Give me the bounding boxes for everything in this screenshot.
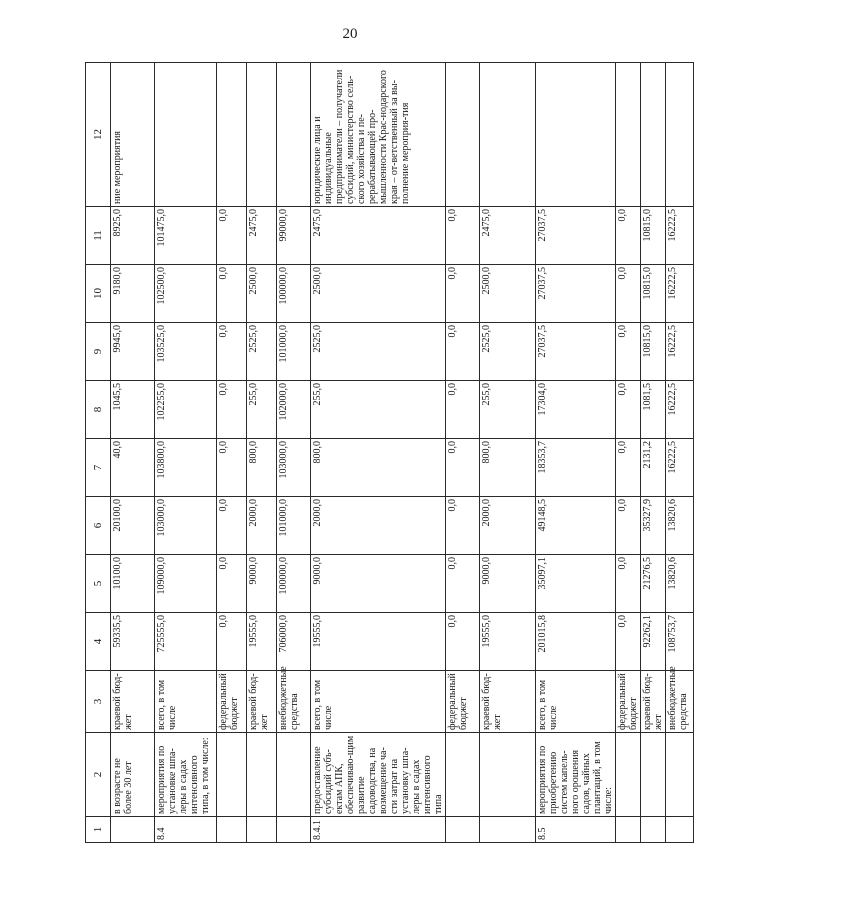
table-cell: 101475,0 — [155, 207, 217, 265]
table-cell: 0,0 — [616, 439, 641, 497]
table-cell: мероприятия по установке шпа-леры в садах интенсивного типа, в том числе: — [155, 733, 217, 817]
header-cell: 7 — [86, 439, 111, 497]
table-cell: 800,0 — [480, 439, 536, 497]
header-cell: 12 — [86, 63, 111, 207]
table-cell: 725555,0 — [155, 613, 217, 671]
table-cell — [666, 817, 694, 843]
table-cell: 16222,5 — [666, 439, 694, 497]
table-cell — [155, 63, 217, 207]
table-cell: 0,0 — [446, 497, 480, 555]
table-cell: 16222,5 — [666, 323, 694, 381]
table-cell: 2131,2 — [641, 439, 666, 497]
table-cell: 10100,0 — [111, 555, 155, 613]
table-cell: 0,0 — [446, 323, 480, 381]
header-row — [86, 63, 111, 843]
table-cell: 100000,0 — [277, 555, 311, 613]
table-cell: 2500,0 — [311, 265, 446, 323]
table-cell: краевой бюд-жет — [641, 671, 666, 733]
table-cell — [616, 817, 641, 843]
table-cell: 103800,0 — [155, 439, 217, 497]
table-cell: 255,0 — [311, 381, 446, 439]
table-cell: 9180,0 — [111, 265, 155, 323]
table-cell: 2525,0 — [247, 323, 277, 381]
table-cell: 109000,0 — [155, 555, 217, 613]
table-cell: 0,0 — [446, 381, 480, 439]
table-cell: 9000,0 — [247, 555, 277, 613]
table-cell: краевой бюд-жет — [247, 671, 277, 733]
table-cell: 21276,5 — [641, 555, 666, 613]
header-cell: 2 — [86, 733, 111, 817]
table-cell: 16222,5 — [666, 381, 694, 439]
table-cell — [111, 817, 155, 843]
table-cell: 102000,0 — [277, 381, 311, 439]
table-cell: 0,0 — [217, 439, 247, 497]
table-cell: 59335,5 — [111, 613, 155, 671]
table-cell: 2000,0 — [311, 497, 446, 555]
table-cell: 0,0 — [217, 265, 247, 323]
table-cell: 103000,0 — [277, 439, 311, 497]
table-cell: 27037,5 — [536, 323, 616, 381]
table-cell — [217, 63, 247, 207]
header-cell: 8 — [86, 381, 111, 439]
table-cell: 13820,6 — [666, 497, 694, 555]
table-rotated — [85, 63, 689, 843]
table-cell: 2500,0 — [480, 265, 536, 323]
table-cell: 101000,0 — [277, 497, 311, 555]
table-cell: 0,0 — [616, 323, 641, 381]
header-cell: 10 — [86, 265, 111, 323]
table-cell: 0,0 — [616, 613, 641, 671]
table-cell: 2525,0 — [311, 323, 446, 381]
table-cell: 20100,0 — [111, 497, 155, 555]
table-cell — [446, 63, 480, 207]
table-cell: 92262,1 — [641, 613, 666, 671]
table-cell: 102255,0 — [155, 381, 217, 439]
header-cell: 5 — [86, 555, 111, 613]
table-cell: 35327,9 — [641, 497, 666, 555]
table-cell: 0,0 — [446, 439, 480, 497]
header-cell: 11 — [86, 207, 111, 265]
table-cell: 27037,5 — [536, 207, 616, 265]
table-cell: 27037,5 — [536, 265, 616, 323]
header-cell: 1 — [86, 817, 111, 843]
table-cell: краевой бюд-жет — [480, 671, 536, 733]
table-cell — [247, 817, 277, 843]
table-cell: всего, в том числе — [311, 671, 446, 733]
table-cell: 0,0 — [446, 265, 480, 323]
table-cell: внебюджетные средства — [277, 671, 311, 733]
table-row — [666, 63, 694, 843]
header-cell: 3 — [86, 671, 111, 733]
table-cell: 255,0 — [247, 381, 277, 439]
table-cell: 19555,0 — [480, 613, 536, 671]
table-cell: 0,0 — [616, 207, 641, 265]
table-cell: юридические лица и индивидуальные предприниматели – получатели субсидий, министерство сель-ского хозяйства и пе-рерабатывающей про-мышленности Крас-нодарского края – от-ветственный за вы-полнение мероприя-тия — [311, 63, 446, 207]
table-cell: 0,0 — [217, 381, 247, 439]
table-cell: 0,0 — [616, 265, 641, 323]
table-cell — [480, 733, 536, 817]
table-cell: 103525,0 — [155, 323, 217, 381]
table-cell: внебюджетные средства — [666, 671, 694, 733]
table-cell: 35097,1 — [536, 555, 616, 613]
table-cell: 8.4.1 — [311, 817, 446, 843]
table-row — [616, 63, 641, 843]
table-cell: 10815,0 — [641, 323, 666, 381]
table-row — [277, 63, 311, 843]
table-cell: 2475,0 — [480, 207, 536, 265]
program-table — [85, 62, 694, 843]
table-row — [446, 63, 480, 843]
table-cell: 2000,0 — [247, 497, 277, 555]
table-cell — [277, 63, 311, 207]
table-cell — [247, 63, 277, 207]
table-cell: краевой бюд-жет — [111, 671, 155, 733]
table-cell: 2525,0 — [480, 323, 536, 381]
table-row — [480, 63, 536, 843]
table-row — [311, 63, 446, 843]
table-cell: 800,0 — [311, 439, 446, 497]
table-row — [536, 63, 616, 843]
table-cell: ние мероприятия — [111, 63, 155, 207]
table-cell: 0,0 — [217, 323, 247, 381]
table-cell — [446, 733, 480, 817]
table-body — [111, 63, 694, 843]
header-cell: 9 — [86, 323, 111, 381]
table-cell: 108753,7 — [666, 613, 694, 671]
table-cell: 0,0 — [446, 207, 480, 265]
table-cell: 103000,0 — [155, 497, 217, 555]
table-cell: 10815,0 — [641, 265, 666, 323]
table-cell: 40,0 — [111, 439, 155, 497]
table-cell: 0,0 — [616, 497, 641, 555]
table-cell: всего, в том числе — [155, 671, 217, 733]
table-cell: 800,0 — [247, 439, 277, 497]
table-cell: 8.4 — [155, 817, 217, 843]
table-cell: 0,0 — [616, 381, 641, 439]
table-cell: 2475,0 — [311, 207, 446, 265]
table-cell: 13820,6 — [666, 555, 694, 613]
table-cell: 102500,0 — [155, 265, 217, 323]
table-cell: 2000,0 — [480, 497, 536, 555]
table-cell: 10815,0 — [641, 207, 666, 265]
table-cell — [641, 63, 666, 207]
page-number: 20 — [342, 26, 358, 42]
table-cell: 2500,0 — [247, 265, 277, 323]
table-cell — [666, 63, 694, 207]
table-cell: 99000,0 — [277, 207, 311, 265]
table-cell — [277, 817, 311, 843]
table-cell: 19555,0 — [247, 613, 277, 671]
table-cell: 17304,0 — [536, 381, 616, 439]
table-cell: 8925,0 — [111, 207, 155, 265]
table-cell — [616, 733, 641, 817]
table-cell: 2475,0 — [247, 207, 277, 265]
table-cell: 9000,0 — [480, 555, 536, 613]
table-cell: 100000,0 — [277, 265, 311, 323]
table-cell — [616, 63, 641, 207]
table-cell: 18353,7 — [536, 439, 616, 497]
table-cell — [666, 733, 694, 817]
table-cell — [247, 733, 277, 817]
table-cell: 706000,0 — [277, 613, 311, 671]
table-row — [247, 63, 277, 843]
table-cell — [217, 817, 247, 843]
table-cell: 0,0 — [217, 613, 247, 671]
table-cell: 0,0 — [446, 613, 480, 671]
table-cell — [480, 817, 536, 843]
table-cell: 101000,0 — [277, 323, 311, 381]
table-cell: 16222,5 — [666, 207, 694, 265]
table-cell: в возрасте не более 30 лет — [111, 733, 155, 817]
header-cell: 6 — [86, 497, 111, 555]
table-cell: федеральный бюджет — [616, 671, 641, 733]
table-cell: 0,0 — [217, 555, 247, 613]
table-cell: всего, в том числе — [536, 671, 616, 733]
table-frame — [85, 63, 865, 840]
table-cell: 0,0 — [446, 555, 480, 613]
table-cell: 255,0 — [480, 381, 536, 439]
table-cell: 19555,0 — [311, 613, 446, 671]
table-cell: 9945,0 — [111, 323, 155, 381]
table-cell — [217, 733, 247, 817]
table-cell: предоставление субсидий субъ-ектам АПК, обеспечиваю-щим развитие садоводства, на возмещение ча-сти затрат на установку шпа-леры в садах интенсивного типа — [311, 733, 446, 817]
table-row — [641, 63, 666, 843]
table-cell: 1045,5 — [111, 381, 155, 439]
table-row — [217, 63, 247, 843]
table-cell — [641, 817, 666, 843]
table-cell — [446, 817, 480, 843]
table-cell — [277, 733, 311, 817]
table-cell: 0,0 — [616, 555, 641, 613]
table-cell: 0,0 — [217, 207, 247, 265]
table-cell: 201015,8 — [536, 613, 616, 671]
table-cell: 0,0 — [217, 497, 247, 555]
table-cell: 8.5 — [536, 817, 616, 843]
table-cell: 1081,5 — [641, 381, 666, 439]
table-cell: 49148,5 — [536, 497, 616, 555]
table-cell: 16222,5 — [666, 265, 694, 323]
table-cell: федеральный бюджет — [217, 671, 247, 733]
table-row — [155, 63, 217, 843]
header-cell: 4 — [86, 613, 111, 671]
table-cell: мероприятия по приобретению систем капель-ного орошения садов, чайных плантаций, в том числе: — [536, 733, 616, 817]
table-row — [111, 63, 155, 843]
table-cell — [536, 63, 616, 207]
table-cell: 9000,0 — [311, 555, 446, 613]
table-cell: федеральный бюджет — [446, 671, 480, 733]
table-cell — [480, 63, 536, 207]
table-cell — [641, 733, 666, 817]
